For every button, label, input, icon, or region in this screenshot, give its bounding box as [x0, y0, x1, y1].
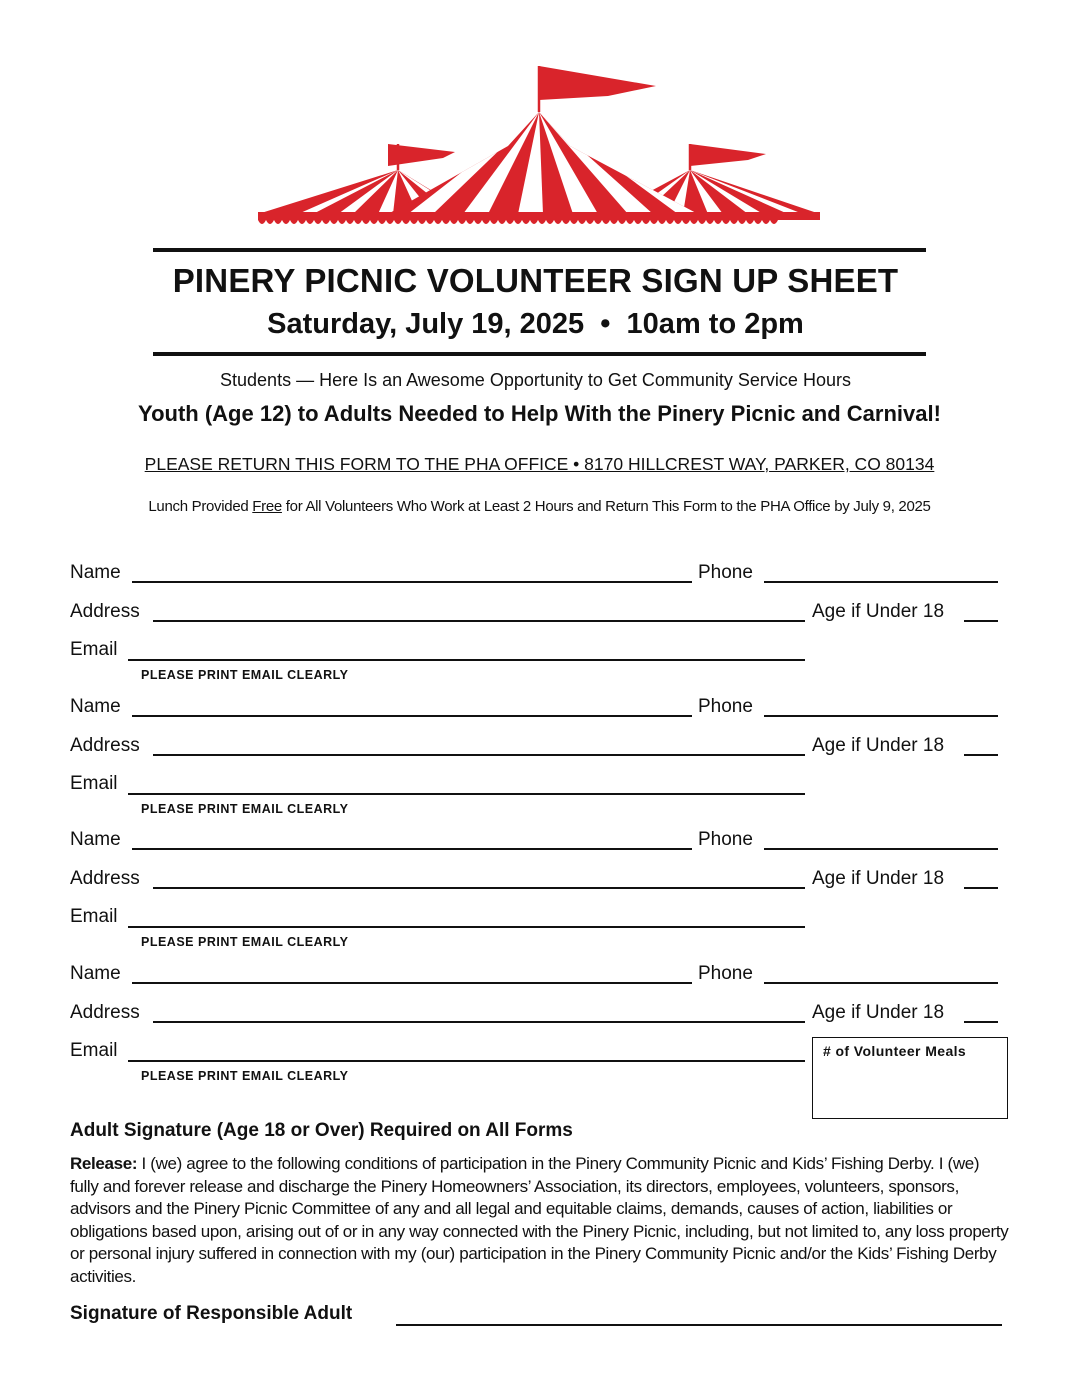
volunteer-meals-box[interactable] [812, 1037, 1008, 1119]
circus-tent-logo [258, 62, 820, 232]
students-line: Students — Here Is an Awesome Opportunity to Get Community Service Hours [220, 370, 851, 390]
email-hint-3: PLEASE PRINT EMAIL CLEARLY [141, 935, 349, 949]
address-field-3[interactable] [153, 887, 805, 889]
name-label-2: Name [70, 696, 121, 717]
age-field-4[interactable] [964, 1021, 998, 1023]
adult-signature-heading: Adult Signature (Age 18 or Over) Required on All Forms [70, 1120, 573, 1141]
phone-field-3[interactable] [764, 848, 998, 850]
bottom-rule [153, 352, 926, 356]
signature-line[interactable] [396, 1324, 1002, 1326]
name-label-3: Name [70, 829, 121, 850]
lunch-note: Lunch Provided Free for All Volunteers Who Work at Least 2 Hours and Return This Form to the PHA Office by July 9, 2025 [148, 498, 931, 515]
name-field-2[interactable] [132, 715, 692, 717]
phone-field-2[interactable] [764, 715, 998, 717]
email-hint-2: PLEASE PRINT EMAIL CLEARLY [141, 802, 349, 816]
release-label: Release: [70, 1154, 138, 1173]
name-field-1[interactable] [132, 581, 692, 583]
event-date-time: Saturday, July 19, 2025 • 10am to 2pm [267, 308, 804, 340]
address-label-4: Address [70, 1002, 140, 1023]
email-field-3[interactable] [128, 926, 805, 928]
phone-label-4: Phone [698, 963, 753, 984]
age-field-3[interactable] [964, 887, 998, 889]
age-label-1: Age if Under 18 [812, 601, 945, 622]
phone-label-1: Phone [698, 562, 753, 583]
name-label-1: Name [70, 562, 121, 583]
address-label-2: Address [70, 735, 140, 756]
email-field-1[interactable] [128, 659, 805, 661]
address-label-1: Address [70, 601, 140, 622]
age-label-3: Age if Under 18 [812, 868, 945, 889]
email-label-2: Email [70, 773, 118, 794]
address-label-3: Address [70, 868, 140, 889]
address-field-1[interactable] [153, 620, 805, 622]
youth-line: Youth (Age 12) to Adults Needed to Help With the Pinery Picnic and Carnival! [138, 401, 941, 426]
email-hint-1: PLEASE PRINT EMAIL CLEARLY [141, 668, 349, 682]
phone-label-3: Phone [698, 829, 753, 850]
name-label-4: Name [70, 963, 121, 984]
free-emphasis: Free [252, 498, 282, 515]
release-paragraph [70, 1153, 1010, 1288]
email-label-1: Email [70, 639, 118, 660]
release-text: I (we) agree to the following conditions of participation in the Pinery Community Picnic and Kids’ Fishing Derby. I (we) fully and forever release and discharge the Pinery Homeowners’ Association, its directors, employees, volunteers, sponsors, advisors and the Pinery Picnic Committee of any and all legal and equitable claims, demands, causes of action, liabilities or obligations based upon, arising out of or in any way connected with the Pinery Picnic, including, but not limited to, any loss property or personal injury suffered in connection with my (our) participation in the Pinery Community Picnic and/or the Kids’ Fishing Derby activities. [70, 1154, 1009, 1286]
phone-field-1[interactable] [764, 581, 998, 583]
signature-label: Signature of Responsible Adult [70, 1303, 353, 1324]
age-field-1[interactable] [964, 620, 998, 622]
address-field-2[interactable] [153, 754, 805, 756]
volunteer-meals-label: # of Volunteer Meals [823, 1043, 967, 1059]
email-field-4[interactable] [128, 1060, 805, 1062]
email-label-3: Email [70, 906, 118, 927]
email-field-2[interactable] [128, 793, 805, 795]
address-field-4[interactable] [153, 1021, 805, 1023]
email-hint-4: PLEASE PRINT EMAIL CLEARLY [141, 1069, 349, 1083]
name-field-3[interactable] [132, 848, 692, 850]
page-title: PINERY PICNIC VOLUNTEER SIGN UP SHEET [172, 262, 899, 299]
top-rule [153, 248, 926, 252]
phone-label-2: Phone [698, 696, 753, 717]
return-instructions: PLEASE RETURN THIS FORM TO THE PHA OFFICE • 8170 HILLCREST WAY, PARKER, CO 80134 [144, 454, 935, 474]
phone-field-4[interactable] [764, 982, 998, 984]
age-label-2: Age if Under 18 [812, 735, 945, 756]
name-field-4[interactable] [132, 982, 692, 984]
age-label-4: Age if Under 18 [812, 1002, 945, 1023]
email-label-4: Email [70, 1040, 118, 1061]
age-field-2[interactable] [964, 754, 998, 756]
